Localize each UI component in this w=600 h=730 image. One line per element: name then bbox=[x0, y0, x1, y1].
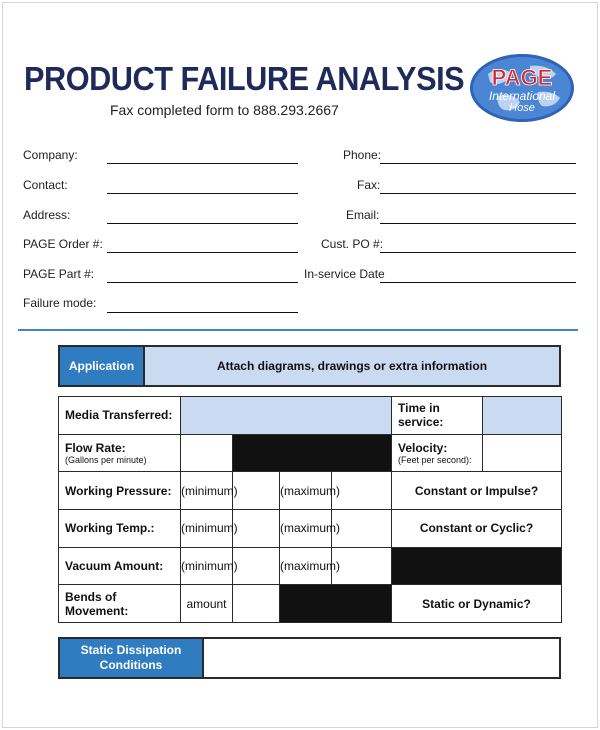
table-row bbox=[59, 510, 562, 548]
logo-line-2: Hose bbox=[509, 102, 535, 114]
in-service-date-label: In-service Date bbox=[304, 267, 385, 281]
phone-field[interactable] bbox=[380, 163, 576, 164]
vacuum-amount-label: Vacuum Amount: bbox=[59, 547, 181, 585]
temp-max-label: (maximum) bbox=[280, 510, 332, 548]
logo-wordmark: PAGE bbox=[491, 65, 553, 90]
flow-rate-field[interactable] bbox=[181, 434, 233, 472]
media-transferred-field[interactable] bbox=[181, 397, 392, 435]
vacuum-min-label: (minimum) bbox=[181, 547, 233, 585]
table-row bbox=[59, 434, 562, 472]
address-label: Address: bbox=[23, 208, 71, 222]
page-order-field[interactable] bbox=[107, 252, 298, 253]
email-field[interactable] bbox=[380, 223, 576, 224]
table-row bbox=[59, 585, 562, 623]
static-dissipation-field[interactable] bbox=[204, 639, 559, 677]
temp-min-field[interactable] bbox=[233, 510, 280, 548]
time-in-service-field[interactable] bbox=[483, 397, 562, 435]
velocity-field[interactable] bbox=[483, 434, 562, 472]
cust-po-label: Cust. PO #: bbox=[321, 237, 384, 251]
velocity-label: Velocity: bbox=[398, 441, 448, 456]
email-label: Email: bbox=[346, 208, 380, 222]
page-part-label: PAGE Part #: bbox=[23, 267, 95, 281]
working-temp-label: Working Temp.: bbox=[59, 510, 181, 548]
vacuum-min-field[interactable] bbox=[233, 547, 280, 585]
static-dissipation-line-1: Static Dissipation bbox=[80, 643, 182, 657]
fax-instruction: Fax completed form to 888.293.2667 bbox=[110, 102, 339, 118]
failure-mode-field[interactable] bbox=[107, 312, 298, 313]
contact-label: Contact: bbox=[23, 178, 68, 192]
application-row bbox=[58, 345, 561, 387]
phone-label: Phone: bbox=[343, 148, 382, 162]
velocity-unit: (Feet per second): bbox=[398, 455, 472, 466]
company-field[interactable] bbox=[107, 163, 298, 164]
time-in-service-label: Time in service: bbox=[392, 397, 483, 435]
bends-amount-field[interactable] bbox=[233, 585, 280, 623]
temp-max-field[interactable] bbox=[332, 510, 392, 548]
static-dissipation-line-2: Conditions bbox=[99, 658, 163, 672]
table-row bbox=[59, 547, 562, 585]
page-international-hose-logo bbox=[468, 52, 576, 124]
blocked-cell bbox=[392, 547, 562, 585]
pressure-max-field[interactable] bbox=[332, 472, 392, 510]
fax-field[interactable] bbox=[380, 193, 576, 194]
logo-line-1: International bbox=[488, 89, 556, 103]
page-order-label: PAGE Order #: bbox=[23, 237, 103, 251]
company-label: Company: bbox=[23, 148, 78, 162]
contact-field[interactable] bbox=[107, 193, 298, 194]
flow-rate-label: Flow Rate: bbox=[65, 441, 126, 456]
blocked-cell bbox=[233, 434, 392, 472]
cust-po-field[interactable] bbox=[380, 252, 576, 253]
application-field[interactable]: Attach diagrams, drawings or extra information bbox=[216, 359, 488, 373]
bends-of-movement-label: Bends of Movement: bbox=[59, 585, 181, 623]
pressure-min-label: (minimum) bbox=[181, 472, 233, 510]
application-label: Application bbox=[60, 347, 145, 385]
static-dissipation-row bbox=[58, 637, 561, 679]
table-row bbox=[59, 397, 562, 435]
media-transferred-label: Media Transferred: bbox=[59, 397, 181, 435]
temp-min-label: (minimum) bbox=[181, 510, 233, 548]
conditions-table bbox=[58, 396, 562, 623]
page-title: PRODUCT FAILURE ANALYSIS bbox=[24, 60, 465, 97]
section-divider bbox=[18, 329, 578, 331]
static-dissipation-label bbox=[60, 639, 204, 677]
pressure-max-label: (maximum) bbox=[280, 472, 332, 510]
velocity-cell bbox=[392, 434, 483, 472]
flow-rate-unit: (Gallons per minute) bbox=[65, 455, 147, 466]
flow-rate-cell bbox=[59, 434, 181, 472]
constant-or-cyclic[interactable]: Constant or Cyclic? bbox=[392, 510, 562, 548]
blocked-cell bbox=[280, 585, 392, 623]
address-field[interactable] bbox=[107, 223, 298, 224]
vacuum-max-field[interactable] bbox=[332, 547, 392, 585]
failure-mode-label: Failure mode: bbox=[23, 296, 97, 310]
vacuum-max-label: (maximum) bbox=[280, 547, 332, 585]
working-pressure-label: Working Pressure: bbox=[59, 472, 181, 510]
table-row bbox=[59, 472, 562, 510]
page-part-field[interactable] bbox=[107, 282, 298, 283]
bends-amount-label: amount bbox=[181, 585, 233, 623]
pressure-min-field[interactable] bbox=[233, 472, 280, 510]
fax-label: Fax: bbox=[357, 178, 381, 192]
in-service-date-field[interactable] bbox=[380, 282, 576, 283]
static-or-dynamic[interactable]: Static or Dynamic? bbox=[392, 585, 562, 623]
constant-or-impulse[interactable]: Constant or Impulse? bbox=[392, 472, 562, 510]
